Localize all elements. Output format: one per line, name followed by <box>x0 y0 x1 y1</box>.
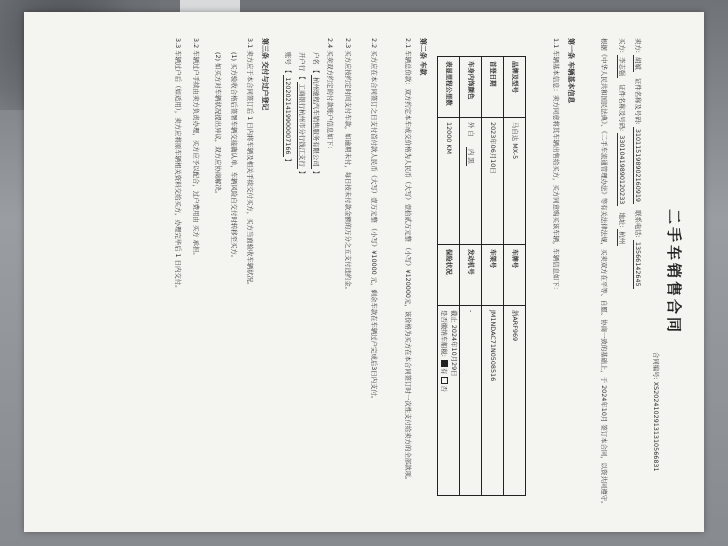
article-3-1-b: (2) 如买方对车辆状况提出异议，双方应协商解决。 <box>214 52 222 198</box>
table-label: 车架号 <box>482 245 504 306</box>
table-label: 首登日期 <box>482 57 504 118</box>
article-2-2: 2.2 买方应在本合同签订之日支付首付款人民币（大写）壹万元整 （小写）¥10000 元，剩余车款在车辆过户完成后3日内支付。 <box>370 38 378 403</box>
tax-yes: 有 <box>440 367 449 375</box>
bank-value: 工商银行杭州市分行钱江支行 <box>298 83 306 167</box>
table-label: 车身内饰颜色 <box>460 57 482 118</box>
bank-label: 开户行 <box>298 52 306 72</box>
table-cell <box>460 118 482 245</box>
account-line: 账号 【 1202021419900007166 】 <box>284 52 292 165</box>
contact-label: 联系电话: <box>634 210 642 238</box>
bank-line: 开户行 【 工商银行杭州市分行钱江支行 】 <box>298 52 306 178</box>
seller-id-label: 证件名称及号码: <box>634 77 642 125</box>
address-value: 杭州 <box>618 231 626 245</box>
article-1-title: 第一条 车辆基本信息 <box>567 38 575 104</box>
table-cell: JM1NDAC71N0508516 <box>482 306 504 496</box>
seller-label: 卖方: <box>634 38 642 53</box>
account-value: 1202021419900007166 <box>284 77 292 155</box>
table-cell: 2023年06月10日 <box>482 118 504 245</box>
table-label: 车牌号 <box>504 245 526 306</box>
vehicle-info-table <box>437 56 526 496</box>
buyer-line <box>617 38 626 510</box>
table-cell <box>438 306 460 496</box>
table-row <box>482 57 504 496</box>
table-label: 表显里程公里数 <box>438 57 460 118</box>
article-2-1: 2.1 车辆总价款：双方约定本车成交价格为人民币（大写）壹拾贰万元整 （小写）¥120000元，该价格为买方在本合同签订时一次性支付给卖方的全部款项。 <box>404 38 412 484</box>
table-row <box>438 57 460 496</box>
table-label: 发动机号 <box>460 245 482 306</box>
contract-number-label: 合同编号: <box>652 352 660 380</box>
bank-name-value: 杭州驰程汽车销售服务有限公司 <box>312 77 320 167</box>
contract-paper <box>24 12 704 532</box>
color-interior: 内 黑 <box>467 149 476 164</box>
table-cell: 马自达 MX-5 <box>504 118 526 245</box>
tax-label: 是否缴纳车船税: <box>440 310 449 357</box>
article-3-2: 3.2 车辆过户手续由卖方负责办理，买方应予以配合，过户费用由 买方 承担。 <box>192 38 200 259</box>
account-label: 账号 <box>284 52 292 65</box>
address-label: 地址: <box>618 212 626 228</box>
article-3-title: 第三条 交付与过户登记 <box>261 38 269 111</box>
table-label: 保险状况 <box>438 245 460 306</box>
insurance-date: 截止 2024年10月29日 <box>449 310 458 377</box>
seller-line <box>633 38 642 510</box>
seller-name: 胡斌 <box>634 56 642 70</box>
article-2-3: 2.3 买方应按约定时间支付车款，如逾期未付，每日按未付款金额的万分之五支付违约金。 <box>344 38 352 294</box>
article-3-1-a: (1) 买方验收合格后签署车辆交接确认单，车辆风险自交付时转移至买方。 <box>230 52 238 262</box>
buyer-id: 33010419890120233 <box>618 135 626 205</box>
checkbox-no <box>441 377 448 384</box>
contact-phone: 13566142645 <box>634 241 642 287</box>
buyer-name: 李志强 <box>618 56 626 77</box>
table-label: 品牌及型号 <box>504 57 526 118</box>
seller-id: 310115198902160919 <box>634 128 642 202</box>
buyer-id-label: 证件名称及号码: <box>618 84 626 132</box>
buyer-label: 买方: <box>618 38 626 53</box>
article-3-1: 3.1 卖方应于本合同签订后 1 日内将车辆及相关手续交付买方，买方当面验收车辆状况。 <box>246 38 254 289</box>
article-3-3: 3.3 车辆过户后（如适用），卖方应将原车辆相关资料交给买方，办理完毕后 1 日内交付。 <box>174 38 182 292</box>
checkbox-yes <box>441 360 448 367</box>
preamble: 根据《中华人民共和国民法典》、《二手车流通管理办法》等有关法律法规，买卖双方在平等、自愿、协商一致的基础上，于 2024年10月 签订本合同，以资共同遵守。 <box>600 38 608 508</box>
article-2-4: 2.4 买卖双方约定的付款账户信息如下： <box>326 38 334 153</box>
table-row <box>460 57 482 496</box>
table-cell: - <box>460 306 482 496</box>
contract-title: 二手车销售合同 <box>665 208 683 335</box>
table-cell: 浙ARF969 <box>504 306 526 496</box>
contract-number <box>651 352 660 472</box>
tax-no: 否 <box>440 385 449 392</box>
table-row <box>504 57 526 496</box>
bank-name-label: 户名 <box>312 52 320 65</box>
article-1-1: 1.1 车辆基本信息：卖方同意将其车辆出售给买方，买方同意购买该车辆，车辆信息如下： <box>552 38 560 294</box>
bank-name-line: 户名 【 杭州驰程汽车销售服务有限公司 】 <box>312 52 320 178</box>
article-2-title: 第二条 车款 <box>419 38 427 76</box>
color-exterior: 外 白 <box>467 122 476 137</box>
table-cell: 12000 KM <box>438 118 460 245</box>
contract-number-value: XS20241029131310566831 <box>652 381 660 472</box>
